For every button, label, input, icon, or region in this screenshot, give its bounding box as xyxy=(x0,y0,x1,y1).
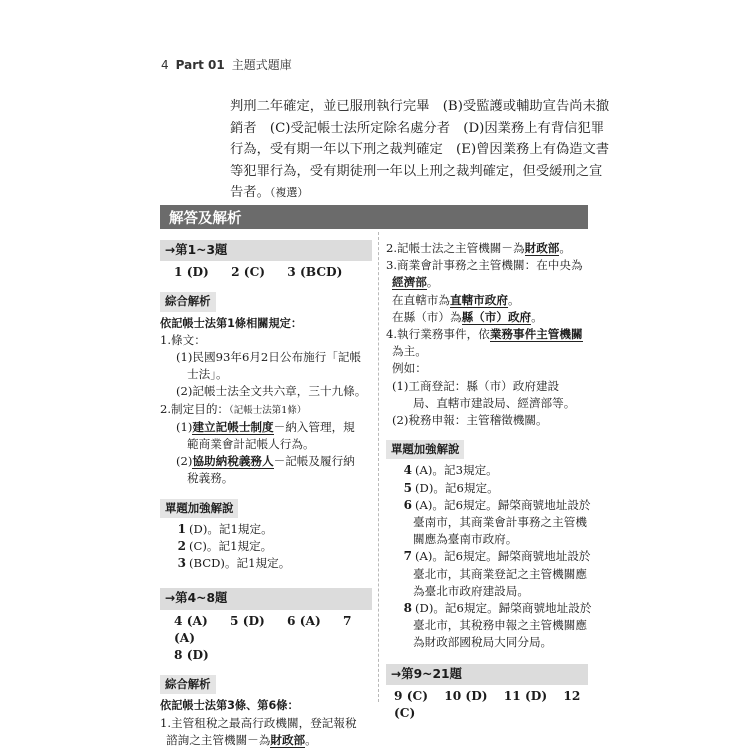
analysis-line xyxy=(386,274,588,291)
question-number: 3 xyxy=(177,556,186,571)
question-line xyxy=(230,182,592,204)
explanation-text: (D)。記6規定。 xyxy=(415,480,499,495)
answer-item: 8 (D) xyxy=(174,648,209,663)
analysis-line xyxy=(160,401,372,419)
question-last-text: 告者。 xyxy=(230,185,270,201)
answer-key xyxy=(160,264,372,281)
analysis-text: 諮詢之主管機關－為 xyxy=(166,732,271,747)
analysis-line: 士法」。 xyxy=(187,367,228,382)
analysis-text: －記帳及履行納 xyxy=(273,454,355,469)
answer-item: 3 (BCD) xyxy=(287,265,343,280)
underlined-term: 財政部 xyxy=(270,732,306,747)
question-text xyxy=(230,96,610,204)
underlined-term: 直轄市政府 xyxy=(449,292,508,307)
analysis-line xyxy=(386,292,588,309)
explanation-line xyxy=(386,462,588,479)
explanation-text: (BCD)。記1規定。 xyxy=(189,556,291,571)
question-number: 4 xyxy=(403,463,412,478)
analysis-line: 為主。 xyxy=(392,344,427,359)
question-number: 7 xyxy=(403,549,412,564)
explanation-line: 為財政部國稅局大同分局。 xyxy=(413,635,553,650)
analysis-text: 4.執行業務事件，依 xyxy=(386,327,490,342)
analysis-text: 在縣（市）為 xyxy=(392,309,462,324)
analysis-line: 局、直轄市建設局、經濟部等。 xyxy=(413,395,576,410)
explanation-line xyxy=(160,555,372,572)
analysis-text: 。 xyxy=(305,732,317,747)
analysis-line xyxy=(160,732,372,749)
answer-item: 10 (D) xyxy=(444,688,488,703)
page-number: 4 xyxy=(161,58,169,72)
analysis-line: (2)稅務申報：主管稽徵機關。 xyxy=(392,413,548,428)
question-range-band: →第4~8題 xyxy=(160,588,372,609)
explanation-text: (D)。記1規定。 xyxy=(189,521,273,536)
part-label: Part 01 xyxy=(175,58,225,72)
underlined-term: 財政部 xyxy=(524,241,560,255)
running-head xyxy=(161,56,292,73)
answer-item: 11 (D) xyxy=(503,688,548,703)
answer-item: 4 (A) xyxy=(174,613,208,628)
analysis-line: (1)民國93年6月2日公布施行「記帳 xyxy=(176,350,362,365)
question-number: 8 xyxy=(403,601,412,616)
analysis-text: 2.制定目的： xyxy=(160,401,230,416)
analysis-text: 。 xyxy=(559,241,571,255)
explanation-text: (C)。記1規定。 xyxy=(189,539,273,554)
underlined-term: 縣（市）政府 xyxy=(461,309,532,324)
explanation-text: (A)。記6規定。歸棨商號地址設於 xyxy=(415,549,591,564)
question-range-band: →第1~3題 xyxy=(160,240,372,261)
explanation-line: 臺南市，其商業會計事務之主管機 xyxy=(413,515,587,530)
explanation-line xyxy=(386,497,591,514)
question-number: 2 xyxy=(177,539,186,554)
explanation-line: 為臺北市政府建設局。 xyxy=(413,583,529,598)
single-question-label: 單題加強解說 xyxy=(160,499,238,518)
left-column xyxy=(160,240,372,749)
comprehensive-analysis-label: 綜合解析 xyxy=(160,292,216,311)
analysis-line xyxy=(386,240,588,257)
analysis-line: (2)記帳士法全文共六章，三十九條。 xyxy=(176,384,367,399)
analysis-lead: 依記帳士法第3條、第6條： xyxy=(160,699,299,713)
analysis-text: (1) xyxy=(176,419,193,434)
analysis-text: 在直轄市為 xyxy=(392,292,450,307)
explanation-text: (A)。記6規定。歸棨商號地址設於 xyxy=(415,497,591,512)
section-title: 解答及解析 xyxy=(160,205,588,229)
analysis-text: 。 xyxy=(426,275,439,290)
question-range-band: →第9~21題 xyxy=(386,664,588,685)
analysis-line: 範商業會計記帳人行為。 xyxy=(187,437,315,452)
chapter-title: 主題式題庫 xyxy=(231,58,292,72)
analysis-line: 1.條文： xyxy=(160,332,206,347)
analysis-line xyxy=(386,309,588,326)
explanation-line xyxy=(160,521,372,538)
question-number: 5 xyxy=(403,480,412,495)
analysis-note: （記帳士法第1條） xyxy=(229,404,307,416)
multi-select-note: （複選） xyxy=(269,186,309,200)
underlined-term: 業務事件主管機關 xyxy=(489,327,583,342)
analysis-text: 。 xyxy=(507,292,520,307)
answer-item: 6 (A) xyxy=(287,613,321,628)
analysis-line xyxy=(160,453,372,470)
answer-key xyxy=(160,647,372,664)
single-question-label: 單題加強解說 xyxy=(386,440,464,459)
explanation-line: 關應為臺南市政府。 xyxy=(413,532,518,547)
analysis-line: 3.商業會計事務之主管機關：在中央為 xyxy=(386,258,583,273)
question-number: 6 xyxy=(403,497,412,512)
explanation-line xyxy=(386,600,592,617)
explanation-line: 臺北市，其商業登記之主管機關應 xyxy=(413,566,587,581)
explanation-line xyxy=(386,548,591,565)
question-line: 銷者 (C)受記帳士法所定除名處分者 (D)因業務上有背信犯罪 xyxy=(230,120,605,136)
answer-item: 7 (A) xyxy=(174,613,352,645)
explanation-text: (D)。記6規定。歸棨商號地址設於 xyxy=(415,601,592,616)
comprehensive-analysis-label: 綜合解析 xyxy=(160,675,216,694)
explanation-text: (A)。記3規定。 xyxy=(415,463,498,478)
analysis-line: (1)工商登記：縣（市）政府建設 xyxy=(392,378,560,393)
question-line: 判刑二年確定，並已服刑執行完畢 (B)受監護或輔助宣告尚未撤 xyxy=(230,99,610,114)
analysis-line xyxy=(160,419,372,436)
analysis-lead: 依記帳士法第1條相關規定： xyxy=(160,316,303,330)
explanation-line xyxy=(160,538,372,555)
answer-item: 5 (D) xyxy=(229,613,265,628)
analysis-text: (2) xyxy=(176,454,193,469)
explanation-line xyxy=(386,480,588,497)
answer-key xyxy=(160,613,372,647)
underlined-term: 協助納稅義務人 xyxy=(192,454,274,469)
analysis-line: 例如： xyxy=(392,361,427,376)
answer-item: 9 (C) xyxy=(394,688,428,703)
right-column xyxy=(386,240,592,730)
column-divider xyxy=(378,232,379,702)
underlined-term: 建立記帳士制度 xyxy=(192,419,274,434)
analysis-text: 。 xyxy=(531,309,543,324)
question-number: 1 xyxy=(177,521,186,536)
underlined-term: 經濟部 xyxy=(392,275,427,290)
question-line: 等犯罪行為，受有期徒刑一年以上刑之裁判確定，但受緩刑之宣 xyxy=(230,163,603,179)
analysis-text: 2.記帳士法之主管機關－為 xyxy=(386,241,525,255)
answer-item: 12 (C) xyxy=(394,688,581,721)
explanation-line: 臺北市，其稅務申報之主管機關應 xyxy=(413,618,587,633)
answer-key xyxy=(386,688,588,722)
analysis-line: 稅義務。 xyxy=(187,471,234,486)
answer-item: 1 (D) xyxy=(174,265,209,280)
analysis-text: －納入管理，規 xyxy=(273,419,355,434)
analysis-line xyxy=(386,326,588,343)
question-line: 行為，受有期一年以下刑之裁判確定 (E)曾因業務上有偽造文書 xyxy=(230,142,610,158)
answer-item: 2 (C) xyxy=(231,265,266,280)
analysis-line: 1.主管租稅之最高行政機關，登記報稅 xyxy=(160,715,357,730)
